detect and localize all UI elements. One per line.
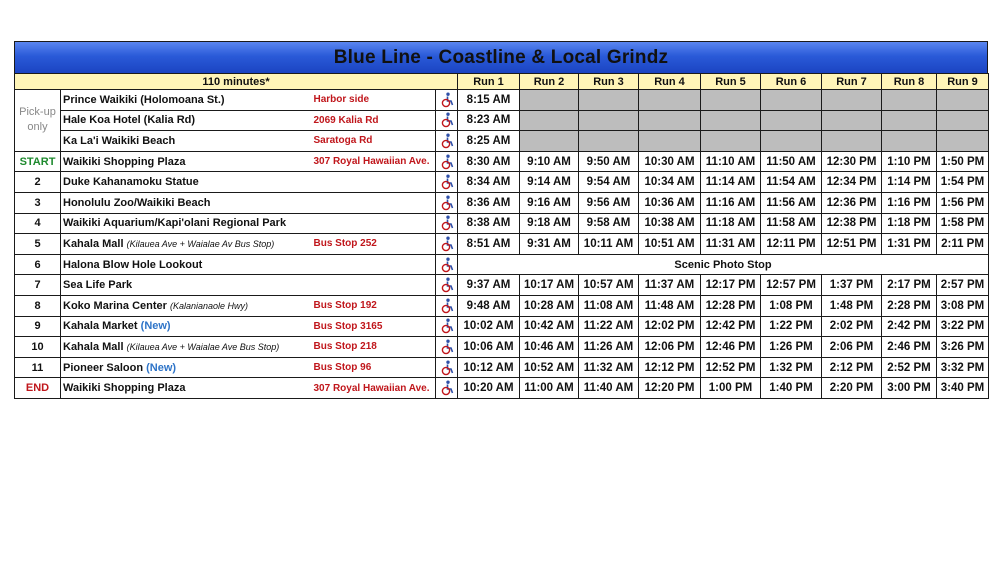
stop-subtitle: (Kilauea Ave + Waialae Av Bus Stop) [126, 238, 275, 249]
stop-row [15, 275, 989, 296]
no-service-cell [822, 110, 882, 131]
wheelchair-accessible-icon [436, 90, 458, 111]
departure-time: 2:11 PM [937, 234, 989, 255]
wheelchair-accessible-icon [436, 131, 458, 152]
wheelchair-accessible-icon [436, 357, 458, 378]
departure-time: 10:12 AM [458, 357, 520, 378]
run-header: Run 9 [937, 74, 989, 90]
departure-time: 9:50 AM [579, 151, 639, 172]
stop-name [61, 234, 312, 255]
departure-time: 12:52 PM [701, 357, 761, 378]
departure-time: 2:46 PM [882, 337, 937, 358]
departure-time: 9:14 AM [520, 172, 579, 193]
departure-time: 10:28 AM [520, 295, 579, 316]
stop-name-text: Duke Kahanamoku Statue [63, 176, 199, 189]
stop-location: 307 Royal Hawaiian Ave. [312, 378, 436, 399]
departure-time: 12:30 PM [822, 151, 882, 172]
departure-time: 10:02 AM [458, 316, 520, 337]
departure-time: 2:57 PM [937, 275, 989, 296]
no-service-cell [639, 90, 701, 111]
scenic-note: Scenic Photo Stop [458, 254, 989, 275]
departure-time: 1:08 PM [761, 295, 822, 316]
departure-time: 9:16 AM [520, 192, 579, 213]
departure-time: 2:28 PM [882, 295, 937, 316]
departure-time: 1:00 PM [701, 378, 761, 399]
no-service-cell [579, 131, 639, 152]
stop-number [15, 151, 61, 172]
stop-location: 307 Royal Hawaiian Ave. [312, 151, 436, 172]
stop-name [61, 254, 312, 275]
schedule [14, 41, 988, 399]
departure-time: 10:57 AM [579, 275, 639, 296]
departure-time: 11:48 AM [639, 295, 701, 316]
new-stop-badge: (New) [146, 361, 177, 374]
stop-number [15, 213, 61, 234]
departure-time: 11:18 AM [701, 213, 761, 234]
stop-number-text: 7 [34, 279, 41, 292]
departure-time: 10:17 AM [520, 275, 579, 296]
departure-time: 8:15 AM [458, 90, 520, 111]
departure-time: 11:26 AM [579, 337, 639, 358]
departure-time: 10:46 AM [520, 337, 579, 358]
stop-name-text: Sea Life Park [63, 279, 133, 292]
departure-time: 3:26 PM [937, 337, 989, 358]
pickup-row [15, 90, 989, 111]
run-header: Run 4 [639, 74, 701, 90]
departure-time: 12:57 PM [761, 275, 822, 296]
departure-time: 9:37 AM [458, 275, 520, 296]
departure-time: 11:22 AM [579, 316, 639, 337]
stop-number-text: END [25, 382, 50, 395]
stop-name-text: Halona Blow Hole Lookout [63, 258, 203, 271]
stop-number-text: 10 [31, 340, 44, 353]
stop-name-text: Waikiki Shopping Plaza [63, 155, 186, 168]
departure-time: 10:20 AM [458, 378, 520, 399]
departure-time: 1:16 PM [882, 192, 937, 213]
stop-row [15, 151, 989, 172]
stop-location: Bus Stop 96 [312, 357, 436, 378]
no-service-cell [937, 131, 989, 152]
departure-time: 12:17 PM [701, 275, 761, 296]
departure-time: 12:06 PM [639, 337, 701, 358]
departure-time: 2:52 PM [882, 357, 937, 378]
stop-number-text: 11 [31, 361, 44, 374]
no-service-cell [822, 131, 882, 152]
no-service-cell [761, 90, 822, 111]
departure-time: 11:00 AM [520, 378, 579, 399]
departure-time: 12:34 PM [822, 172, 882, 193]
departure-time: 12:02 PM [639, 316, 701, 337]
departure-time: 10:06 AM [458, 337, 520, 358]
departure-time: 1:48 PM [822, 295, 882, 316]
run-header: Run 1 [458, 74, 520, 90]
stop-location [312, 213, 436, 234]
pickup-only-label: Pick-up only [19, 106, 56, 134]
no-service-cell [882, 90, 937, 111]
departure-time: 2:06 PM [822, 337, 882, 358]
departure-time: 11:31 AM [701, 234, 761, 255]
stop-row [15, 337, 989, 358]
departure-time: 1:37 PM [822, 275, 882, 296]
stop-name [61, 151, 312, 172]
departure-time: 10:42 AM [520, 316, 579, 337]
departure-time: 10:30 AM [639, 151, 701, 172]
departure-time: 10:36 AM [639, 192, 701, 213]
departure-time: 10:52 AM [520, 357, 579, 378]
stop-number [15, 172, 61, 193]
departure-time: 3:08 PM [937, 295, 989, 316]
departure-time: 11:08 AM [579, 295, 639, 316]
run-header: Run 3 [579, 74, 639, 90]
departure-time: 3:40 PM [937, 378, 989, 399]
stop-number [15, 357, 61, 378]
departure-time: 3:22 PM [937, 316, 989, 337]
wheelchair-accessible-icon [436, 254, 458, 275]
wheelchair-accessible-icon [436, 337, 458, 358]
wheelchair-accessible-icon [436, 295, 458, 316]
stop-number-text: 3 [34, 196, 41, 209]
wheelchair-accessible-icon [436, 275, 458, 296]
departure-time: 9:31 AM [520, 234, 579, 255]
departure-time: 11:54 AM [761, 172, 822, 193]
departure-time: 2:42 PM [882, 316, 937, 337]
stop-name [61, 357, 312, 378]
departure-time: 11:58 AM [761, 213, 822, 234]
no-service-cell [579, 110, 639, 131]
departure-time: 9:18 AM [520, 213, 579, 234]
run-header: Run 5 [701, 74, 761, 90]
stop-row [15, 213, 989, 234]
pickup-row [15, 110, 989, 131]
departure-time: 1:54 PM [937, 172, 989, 193]
stop-number [15, 378, 61, 399]
departure-time: 12:38 PM [822, 213, 882, 234]
departure-time: 11:56 AM [761, 192, 822, 213]
stop-name-text: Kahala Market [63, 320, 138, 333]
schedule-title: Blue Line - Coastline & Local Grindz [14, 41, 988, 73]
stop-name-text: Waikiki Shopping Plaza [63, 382, 186, 395]
no-service-cell [761, 110, 822, 131]
stop-name [61, 192, 312, 213]
departure-time: 3:00 PM [882, 378, 937, 399]
departure-time: 12:20 PM [639, 378, 701, 399]
departure-time: 11:16 AM [701, 192, 761, 213]
departure-time: 2:02 PM [822, 316, 882, 337]
stop-name: Prince Waikiki (Holomoana St.) [61, 90, 312, 111]
duration-label: 110 minutes* [15, 74, 458, 90]
departure-time: 1:14 PM [882, 172, 937, 193]
departure-time: 1:58 PM [937, 213, 989, 234]
stop-number-text: 4 [34, 217, 41, 230]
no-service-cell [701, 90, 761, 111]
stop-subtitle: (Kalanianaole Hwy) [169, 300, 249, 311]
departure-time: 11:14 AM [701, 172, 761, 193]
departure-time: 12:28 PM [701, 295, 761, 316]
wheelchair-accessible-icon [436, 316, 458, 337]
stop-number-text: START [19, 155, 56, 168]
departure-time: 11:37 AM [639, 275, 701, 296]
departure-time: 12:42 PM [701, 316, 761, 337]
stop-name [61, 295, 312, 316]
stop-number [15, 275, 61, 296]
wheelchair-accessible-icon [436, 151, 458, 172]
departure-time: 1:22 PM [761, 316, 822, 337]
departure-time: 9:54 AM [579, 172, 639, 193]
no-service-cell [701, 110, 761, 131]
stop-name: Hale Koa Hotel (Kalia Rd) [61, 110, 312, 131]
departure-time: 2:20 PM [822, 378, 882, 399]
stop-number [15, 316, 61, 337]
no-service-cell [937, 90, 989, 111]
no-service-cell [882, 110, 937, 131]
header-row [15, 74, 989, 90]
departure-time: 10:11 AM [579, 234, 639, 255]
run-header: Run 2 [520, 74, 579, 90]
stop-row [15, 357, 989, 378]
stop-row [15, 295, 989, 316]
departure-time: 9:56 AM [579, 192, 639, 213]
departure-time: 12:12 PM [639, 357, 701, 378]
departure-time: 11:32 AM [579, 357, 639, 378]
stop-location [312, 254, 436, 275]
stop-row [15, 316, 989, 337]
wheelchair-accessible-icon [436, 110, 458, 131]
stop-location: Bus Stop 3165 [312, 316, 436, 337]
departure-time: 8:36 AM [458, 192, 520, 213]
departure-time: 1:56 PM [937, 192, 989, 213]
no-service-cell [579, 90, 639, 111]
stop-number [15, 192, 61, 213]
departure-time: 9:48 AM [458, 295, 520, 316]
departure-time: 11:40 AM [579, 378, 639, 399]
run-header: Run 7 [822, 74, 882, 90]
stop-name-text: Waikiki Aquarium/Kapi'olani Regional Park [63, 217, 287, 230]
departure-time: 8:51 AM [458, 234, 520, 255]
stop-location: Saratoga Rd [312, 131, 436, 152]
departure-time: 11:10 AM [701, 151, 761, 172]
stop-location: Bus Stop 218 [312, 337, 436, 358]
departure-time: 8:23 AM [458, 110, 520, 131]
stop-number [15, 337, 61, 358]
no-service-cell [639, 131, 701, 152]
stop-row [15, 192, 989, 213]
no-service-cell [937, 110, 989, 131]
stop-name [61, 172, 312, 193]
stop-location: Bus Stop 192 [312, 295, 436, 316]
new-stop-badge: (New) [140, 320, 171, 333]
stop-row [15, 172, 989, 193]
departure-time: 1:31 PM [882, 234, 937, 255]
departure-time: 1:50 PM [937, 151, 989, 172]
run-header: Run 6 [761, 74, 822, 90]
departure-time: 2:12 PM [822, 357, 882, 378]
departure-time: 9:58 AM [579, 213, 639, 234]
departure-time: 8:34 AM [458, 172, 520, 193]
stop-number-text: 6 [34, 258, 41, 271]
wheelchair-accessible-icon [436, 234, 458, 255]
stop-number [15, 234, 61, 255]
departure-time: 3:32 PM [937, 357, 989, 378]
stop-name: Ka La'i Waikiki Beach [61, 131, 312, 152]
stop-number [15, 254, 61, 275]
stop-location: Bus Stop 252 [312, 234, 436, 255]
no-service-cell [822, 90, 882, 111]
stop-number-text: 9 [34, 320, 41, 333]
stop-location [312, 172, 436, 193]
stop-row [15, 378, 989, 399]
departure-time: 8:30 AM [458, 151, 520, 172]
stop-row [15, 234, 989, 255]
stop-location: 2069 Kalia Rd [312, 110, 436, 131]
departure-time: 10:34 AM [639, 172, 701, 193]
no-service-cell [520, 90, 579, 111]
stop-name [61, 316, 312, 337]
departure-time: 1:26 PM [761, 337, 822, 358]
stop-name-text: Pioneer Saloon [63, 361, 144, 374]
departure-time: 10:38 AM [639, 213, 701, 234]
no-service-cell [520, 110, 579, 131]
stop-number-text: 8 [34, 299, 41, 312]
stop-name [61, 337, 312, 358]
schedule-table [14, 73, 989, 399]
no-service-cell [520, 131, 579, 152]
pickup-row [15, 131, 989, 152]
departure-time: 10:51 AM [639, 234, 701, 255]
stop-number-text: 5 [34, 237, 41, 250]
stop-name-text: Kahala Mall [63, 237, 124, 250]
stop-subtitle: (Kilauea Ave + Waialae Ave Bus Stop) [126, 341, 280, 352]
stop-location: Harbor side [312, 90, 436, 111]
wheelchair-accessible-icon [436, 192, 458, 213]
departure-time: 1:32 PM [761, 357, 822, 378]
no-service-cell [701, 131, 761, 152]
stop-row [15, 254, 989, 275]
departure-time: 12:36 PM [822, 192, 882, 213]
no-service-cell [639, 110, 701, 131]
run-header: Run 8 [882, 74, 937, 90]
stop-name [61, 275, 312, 296]
pickup-label [15, 90, 61, 152]
wheelchair-accessible-icon [436, 378, 458, 399]
departure-time: 11:50 AM [761, 151, 822, 172]
stop-name [61, 378, 312, 399]
departure-time: 1:10 PM [882, 151, 937, 172]
departure-time: 9:10 AM [520, 151, 579, 172]
wheelchair-accessible-icon [436, 213, 458, 234]
no-service-cell [761, 131, 822, 152]
departure-time: 8:38 AM [458, 213, 520, 234]
stop-name-text: Honolulu Zoo/Waikiki Beach [63, 196, 211, 209]
stop-number [15, 295, 61, 316]
departure-time: 12:46 PM [701, 337, 761, 358]
stop-name-text: Koko Marina Center [63, 299, 167, 312]
stop-location [312, 192, 436, 213]
departure-time: 2:17 PM [882, 275, 937, 296]
departure-time: 12:11 PM [761, 234, 822, 255]
departure-time: 12:51 PM [822, 234, 882, 255]
stop-name-text: Kahala Mall [63, 340, 124, 353]
no-service-cell [882, 131, 937, 152]
departure-time: 8:25 AM [458, 131, 520, 152]
stop-location [312, 275, 436, 296]
stop-name [61, 213, 312, 234]
departure-time: 1:18 PM [882, 213, 937, 234]
wheelchair-accessible-icon [436, 172, 458, 193]
stop-number-text: 2 [34, 176, 41, 189]
departure-time: 1:40 PM [761, 378, 822, 399]
